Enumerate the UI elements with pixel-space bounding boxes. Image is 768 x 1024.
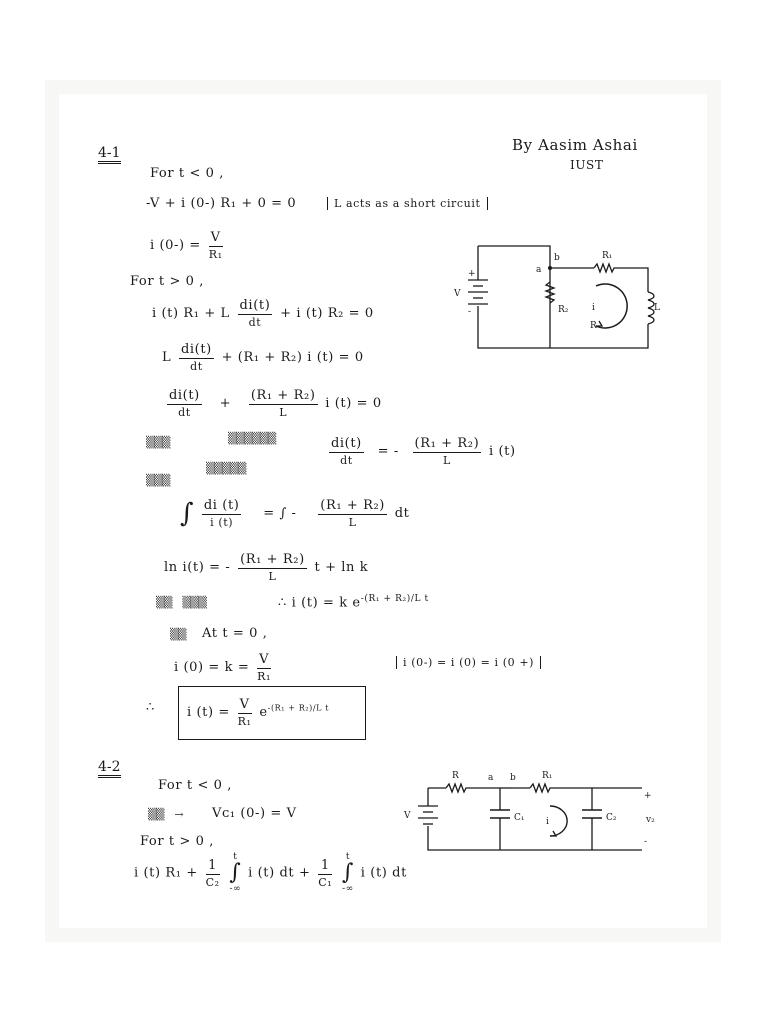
- eq7-exp: -(R₁ + R₂)/L t: [360, 594, 429, 604]
- author-name: By Aasim Ashai: [512, 136, 638, 154]
- kvl-equation: [146, 196, 488, 211]
- for-t-positive: For t > 0 ,: [130, 274, 204, 289]
- eq9: [174, 652, 274, 683]
- eq9-fraction: [257, 652, 271, 683]
- kvl-note: L acts as a short circuit: [327, 197, 487, 210]
- eq4-fraction: [329, 436, 364, 467]
- circuit2-r1-label: R₁: [542, 771, 553, 781]
- eq1-b: + i (t) R₂ = 0: [280, 306, 374, 321]
- crossed-out-scribble: ▒▒ →: [148, 808, 184, 821]
- crossed-out-scribble: ▒▒▒: [146, 474, 170, 487]
- circuit2-c1-label: C₁: [514, 813, 525, 823]
- circuit2-node-b: b: [510, 773, 516, 783]
- eq3-den2: L: [279, 406, 288, 419]
- eq9-den: R₁: [257, 670, 272, 683]
- eq5-den: i (t): [210, 516, 234, 529]
- eq2: [162, 342, 364, 373]
- final-fraction: [238, 697, 252, 728]
- eq2-den: dt: [190, 360, 203, 373]
- eq5-b: dt: [394, 506, 410, 521]
- eq10-den2: C₁: [318, 875, 333, 889]
- eq5-num: di (t): [203, 498, 240, 513]
- capacitor-initial-voltage: Vᴄ₁ (0-) = V: [212, 806, 297, 821]
- integral-with-limits: [342, 852, 354, 894]
- i0-fraction: [209, 230, 223, 261]
- circuit2-r-label: R: [452, 771, 459, 781]
- eq2-num: di(t): [180, 342, 212, 357]
- eq5-fraction-2: [318, 498, 387, 529]
- eq4-mid: = -: [377, 444, 399, 459]
- eq4-fraction-2: [413, 436, 482, 467]
- eq4-den: dt: [340, 454, 353, 467]
- final-den: R₁: [237, 715, 252, 728]
- eq5: [180, 498, 409, 529]
- eq9-note-text: i (0-) = i (0) = i (0 +): [396, 656, 541, 669]
- final-exp: -(R₁ + R₂)/L t: [267, 703, 330, 713]
- crossed-out-scribble: ▒▒▒▒▒: [206, 462, 246, 475]
- eq1-den: dt: [248, 316, 262, 329]
- crossed-out-scribble: ▒▒▒: [146, 436, 170, 449]
- eq2-fraction: [179, 342, 214, 373]
- eq10-num: 1: [206, 858, 220, 875]
- author-affiliation: IUST: [570, 158, 604, 172]
- eq7-a: ∴ i (t) = k e: [278, 595, 361, 611]
- integral-with-limits: [229, 852, 241, 894]
- eq5-den2: L: [348, 516, 357, 529]
- eq6: [164, 552, 368, 583]
- eq3-den: dt: [178, 406, 191, 419]
- eq9-note: [396, 656, 541, 669]
- final-num: V: [239, 697, 250, 712]
- eq4-num2: (R₁ + R₂): [414, 436, 480, 451]
- crossed-out-scribble: ▒▒ ▒▒▒: [156, 596, 207, 609]
- circuit1-r2-label: R₂: [558, 305, 569, 315]
- eq10-c: i (t) dt: [360, 865, 407, 881]
- eq10-num2: 1: [318, 858, 332, 875]
- eq1: [152, 298, 374, 329]
- circuit1-plus: +: [468, 269, 476, 279]
- eq4-den2: L: [442, 454, 451, 467]
- circuit1-minus: -: [468, 307, 472, 317]
- circuit1-node-a: a: [536, 265, 542, 275]
- eq4: [326, 436, 516, 467]
- eq3: [164, 388, 382, 419]
- final-e: e: [259, 705, 268, 720]
- eq1-a: i (t) R₁ + L: [152, 306, 230, 321]
- eq6-num: (R₁ + R₂): [240, 552, 305, 567]
- lower-limit: -∞: [229, 884, 242, 894]
- rl-circuit-diagram: [446, 238, 666, 354]
- kvl-line: -V + i (0-) R₁ + 0 = 0: [146, 196, 297, 211]
- eq3-mid: +: [219, 396, 232, 411]
- eq10-fraction: [206, 858, 220, 889]
- eq3-fraction-2: [249, 388, 318, 419]
- circuit1-loop-label: R: [590, 321, 597, 331]
- i0-num: V: [210, 230, 221, 245]
- section-label-4-2: 4-2: [98, 760, 121, 778]
- crossed-out-scribble: ▒▒▒▒▒▒: [228, 432, 276, 445]
- eq10-fraction-2: [318, 858, 332, 889]
- circuit1-current-label: i: [592, 303, 595, 313]
- for-t-positive-2: For t > 0 ,: [140, 834, 214, 849]
- eq5-num2: (R₁ + R₂): [320, 498, 385, 513]
- eq10-b: i (t) dt +: [248, 865, 311, 881]
- eq10: [134, 852, 407, 894]
- eq3-fraction: [167, 388, 202, 419]
- eq3-b: i (t) = 0: [325, 396, 382, 411]
- circuit2-output-label: v₂: [646, 815, 655, 825]
- eq1-num: di(t): [239, 298, 271, 313]
- therefore-symbol: ∴: [146, 700, 155, 715]
- eq5-mid: = ∫ -: [263, 506, 297, 521]
- circuit1-r1-label: R₁: [602, 251, 613, 261]
- circuit2-node-a: a: [488, 773, 494, 783]
- circuit1-source-label: V: [454, 289, 461, 299]
- eq6-fraction: [238, 552, 307, 583]
- eq10-a: i (t) R₁ +: [134, 865, 198, 881]
- i0-lhs: i (0-) =: [150, 238, 201, 253]
- integral-sign: ∫: [342, 860, 355, 885]
- circuit2-source-label: V: [404, 811, 411, 821]
- eq6-den: L: [268, 570, 277, 583]
- eq3-num: di(t): [169, 388, 200, 403]
- eq3-num2: (R₁ + R₂): [250, 388, 316, 403]
- for-t-negative: For t < 0 ,: [150, 166, 224, 181]
- for-t-negative-2: For t < 0 ,: [158, 778, 232, 793]
- eq4-b: i (t): [488, 444, 516, 459]
- initial-current-equation: [150, 230, 226, 261]
- circuit2-current-label: i: [546, 817, 549, 827]
- crossed-out-scribble: ▒▒: [170, 628, 186, 641]
- eq1-fraction: [238, 298, 273, 329]
- integral-sign: ∫: [180, 498, 195, 529]
- eq5-fraction: [202, 498, 242, 529]
- eq2-b: + (R₁ + R₂) i (t) = 0: [221, 350, 364, 365]
- eq6-a: ln i(t) = -: [164, 560, 231, 575]
- eq10-den: C₂: [205, 875, 220, 889]
- i0-den: R₁: [208, 248, 223, 261]
- circuit2-minus: -: [644, 837, 648, 847]
- circuit1-inductor-label: L: [654, 303, 660, 313]
- eq8: At t = 0 ,: [202, 626, 268, 641]
- eq2-a: L: [162, 350, 172, 365]
- upper-limit: t: [233, 852, 238, 862]
- eq4-num: di(t): [331, 436, 362, 451]
- eq7: [278, 594, 429, 610]
- circuit2-plus: +: [644, 791, 652, 801]
- integral-sign: ∫: [229, 860, 242, 885]
- final-answer-box: [178, 686, 366, 740]
- eq9-a: i (0) = k =: [174, 660, 250, 675]
- circuit2-c2-label: C₂: [606, 813, 617, 823]
- eq9-num: V: [259, 652, 270, 667]
- final-equation: [187, 697, 329, 728]
- lower-limit: -∞: [342, 884, 354, 894]
- section-label-4-1: 4-1: [98, 146, 121, 164]
- circuit1-node-b: b: [554, 253, 560, 263]
- upper-limit: t: [345, 852, 351, 862]
- rc-circuit-diagram: [400, 768, 672, 860]
- eq6-b: t + ln k: [314, 560, 369, 575]
- final-a: i (t) =: [187, 705, 230, 720]
